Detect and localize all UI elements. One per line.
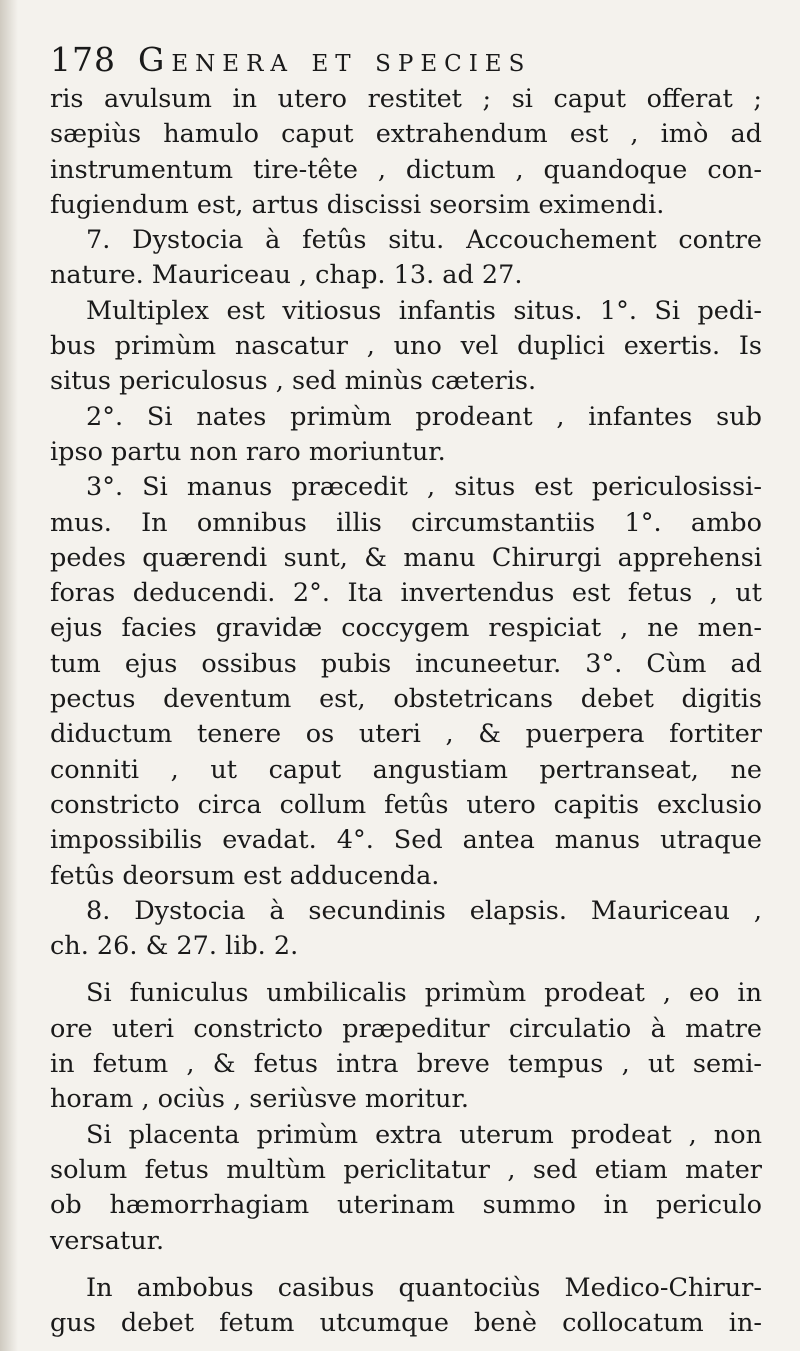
- text-line: fetûs deorsum est adducenda.: [50, 860, 440, 891]
- text-line: situs periculosus , sed minùs cæteris.: [50, 366, 537, 397]
- page-number: 178: [50, 40, 116, 79]
- text-line: tum ejus ossibus pubis incuneetur. 3°. Cùm ad: [50, 648, 762, 679]
- running-header: [50, 40, 762, 80]
- text-line: ob hæmorrhagiam uterinam summo in periculo: [50, 1190, 762, 1221]
- text-line: ch. 26. & 27. lib. 2.: [50, 931, 299, 962]
- text-line: impossibilis evadat. 4°. Sed antea manus utraque: [50, 825, 762, 856]
- text-line: bus primùm nascatur , uno vel duplici exertis. Is: [50, 331, 762, 362]
- text-line: fugiendum est, artus discissi seorsim eximendi.: [50, 189, 665, 220]
- text-line: gus debet fetum utcumque benè collocatum in-: [50, 1308, 762, 1339]
- text-line: Multiplex est vitiosus infantis situs. 1°. Si pedi-: [86, 295, 762, 326]
- text-line: 7. Dystocia à fetûs situ. Accouchement contre: [86, 225, 762, 256]
- paragraph-gap: [50, 964, 762, 976]
- text-line: ipso partu non raro moriuntur.: [50, 436, 446, 467]
- text-line: solum fetus multùm periclitatur , sed etiam mater: [50, 1154, 762, 1185]
- text-line: Si funiculus umbilicalis primùm prodeat , eo in: [86, 978, 762, 1009]
- text-line: pectus deventum est, obstetricans debet digitis: [50, 684, 762, 715]
- text-line: instrumentum tire-tête , dictum , quandoque con-: [50, 154, 762, 185]
- text-line: pedes quærendi sunt, & manu Chirurgi apprehensi: [50, 542, 762, 573]
- text-line: versatur.: [50, 1225, 165, 1256]
- text-line: in fetum , & fetus intra breve tempus , ut semi-: [50, 1049, 762, 1080]
- paragraph-gap: [50, 1259, 762, 1271]
- text-line: Si placenta primùm extra uterum prodeat , non: [86, 1119, 762, 1150]
- text-line: horam , ociùs , seriùsve moritur.: [50, 1084, 469, 1115]
- text-line: ejus facies gravidæ coccygem respiciat , ne men-: [50, 613, 762, 644]
- text-line: diductum tenere os uteri , & puerpera fortiter: [50, 719, 762, 750]
- text-line: nature. Mauriceau , chap. 13. ad 27.: [50, 260, 523, 291]
- text-line: sæpiùs hamulo caput extrahendum est , imò ad: [50, 119, 762, 150]
- text-line: conniti , ut caput angustiam pertranseat, ne: [50, 754, 762, 785]
- text-line: constricto circa collum fetûs utero capitis exclusio: [50, 789, 762, 820]
- text-line: In ambobus casibus quantociùs Medico-Chirur-: [86, 1272, 762, 1303]
- text-line: 8. Dystocia à secundinis elapsis. Mauriceau ,: [86, 895, 762, 926]
- text-line: ris avulsum in utero restitet ; si caput offerat ;: [50, 84, 762, 114]
- running-title: Genera et species: [138, 40, 532, 79]
- page-body-text: [50, 82, 762, 1341]
- text-line: 3°. Si manus præcedit , situs est periculosissi-: [86, 472, 762, 503]
- text-line: 2°. Si nates primùm prodeant , infantes sub: [86, 401, 762, 432]
- text-line: foras deducendi. 2°. Ita invertendus est fetus , ut: [50, 578, 762, 609]
- text-line: mus. In omnibus illis circumstantiis 1°. ambo: [50, 507, 762, 538]
- text-line: ore uteri constricto præpeditur circulatio à matre: [50, 1013, 762, 1044]
